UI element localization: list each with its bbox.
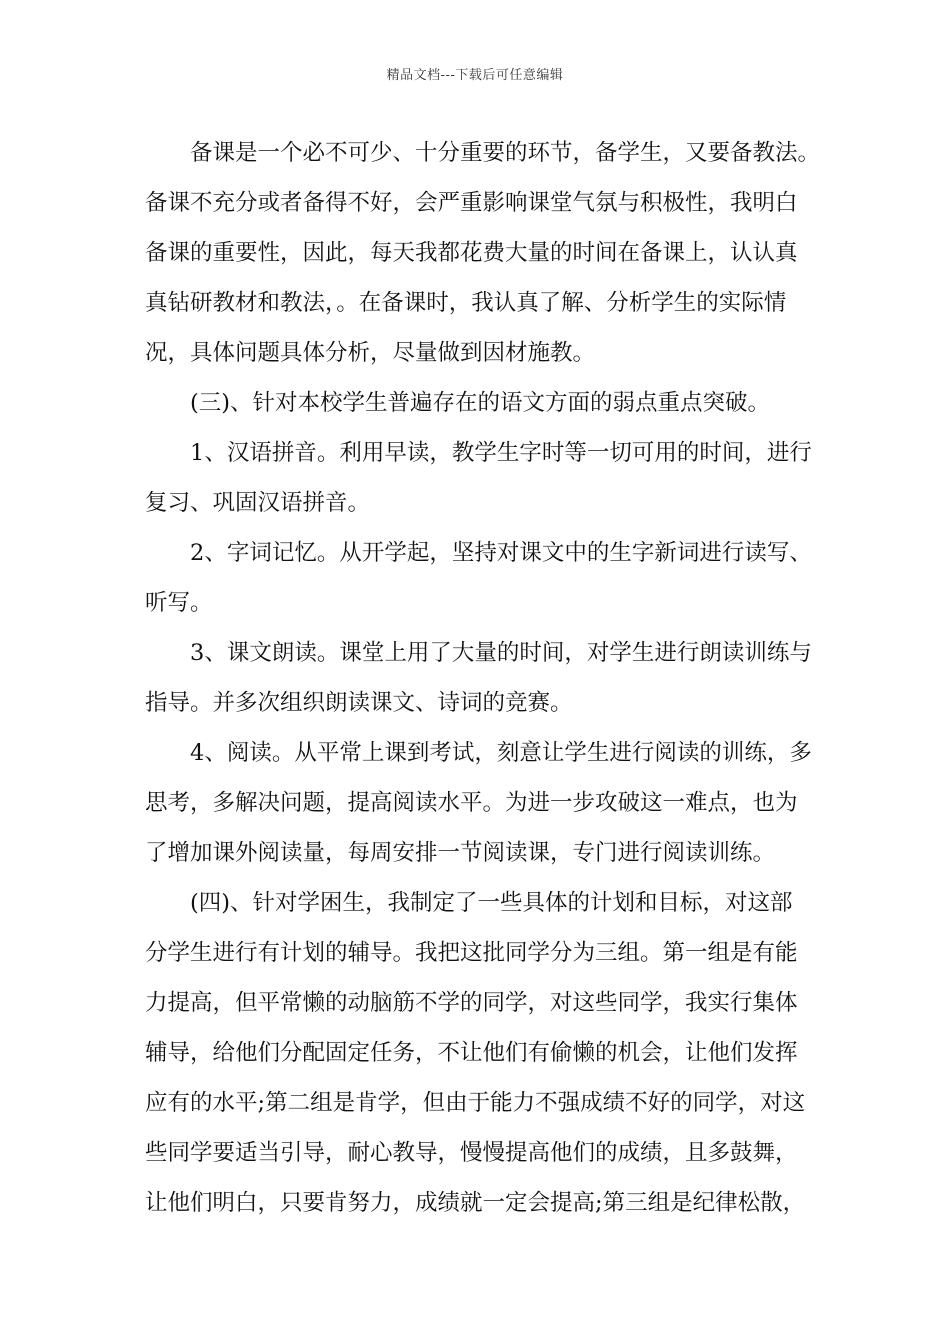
text-line: 1、汉语拼音。利用早读，教学生字时等一切可用的时间，进行 <box>190 440 812 466</box>
text-line: 了增加课外阅读量，每周安排一节阅读课，专门进行阅读训练。 <box>145 840 776 866</box>
text-line: 备课不充分或者备得不好，会严重影响课堂气氛与积极性，我明白 <box>145 190 798 216</box>
text-line: 况，具体问题具体分析，尽量做到因材施教。 <box>145 340 596 366</box>
text-line: 备课是一个必不可少、十分重要的环节，备学生，又要备教法。 <box>190 140 821 166</box>
text-line: 分学生进行有计划的辅导。我把这批同学分为三组。第一组是有能 <box>145 940 798 966</box>
page-header: 精品文档---下载后可任意编辑 <box>386 68 564 83</box>
section-heading-4: (四)、针对学困生，我制定了一些具体的计划和目标，对这部 <box>190 890 793 916</box>
text-line: 4、阅读。从平常上课到考试，刻意让学生进行阅读的训练，多 <box>190 740 812 766</box>
text-line: 辅导，给他们分配固定任务，不让他们有偷懒的机会，让他们发挥 <box>145 1040 798 1066</box>
text-line: 2、字词记忆。从开学起，坚持对课文中的生字新词进行读写、 <box>190 540 812 566</box>
text-line: 应有的水平;第二组是肯学，但由于能力不强成绩不好的同学，对这 <box>145 1090 806 1116</box>
text-line: 3、课文朗读。课堂上用了大量的时间，对学生进行朗读训练与 <box>190 640 812 666</box>
text-line: 思考，多解决问题，提高阅读水平。为进一步攻破这一难点，也为 <box>145 790 798 816</box>
document-body <box>145 128 835 1228</box>
text-line: 听写。 <box>145 590 213 616</box>
text-line: 真钻研教材和教法，。在备课时，我认真了解、分析学生的实际情 <box>145 290 787 316</box>
text-line: 些同学要适当引导，耐心教导，慢慢提高他们的成绩，且多鼓舞， <box>145 1140 798 1166</box>
text-line: 复习、巩固汉语拼音。 <box>145 490 371 516</box>
text-line: 备课的重要性，因此，每天我都花费大量的时间在备课上，认认真 <box>145 240 798 266</box>
text-line: 指导。并多次组织朗读课文、诗词的竞赛。 <box>145 690 573 716</box>
section-heading-3: (三)、针对本校学生普遍存在的语文方面的弱点重点突破。 <box>190 390 771 416</box>
text-line: 让他们明白，只要肯努力，成绩就一定会提高;第三组是纪律松散， <box>145 1190 806 1216</box>
text-line: 力提高，但平常懒的动脑筋不学的同学，对这些同学，我实行集体 <box>145 990 798 1016</box>
